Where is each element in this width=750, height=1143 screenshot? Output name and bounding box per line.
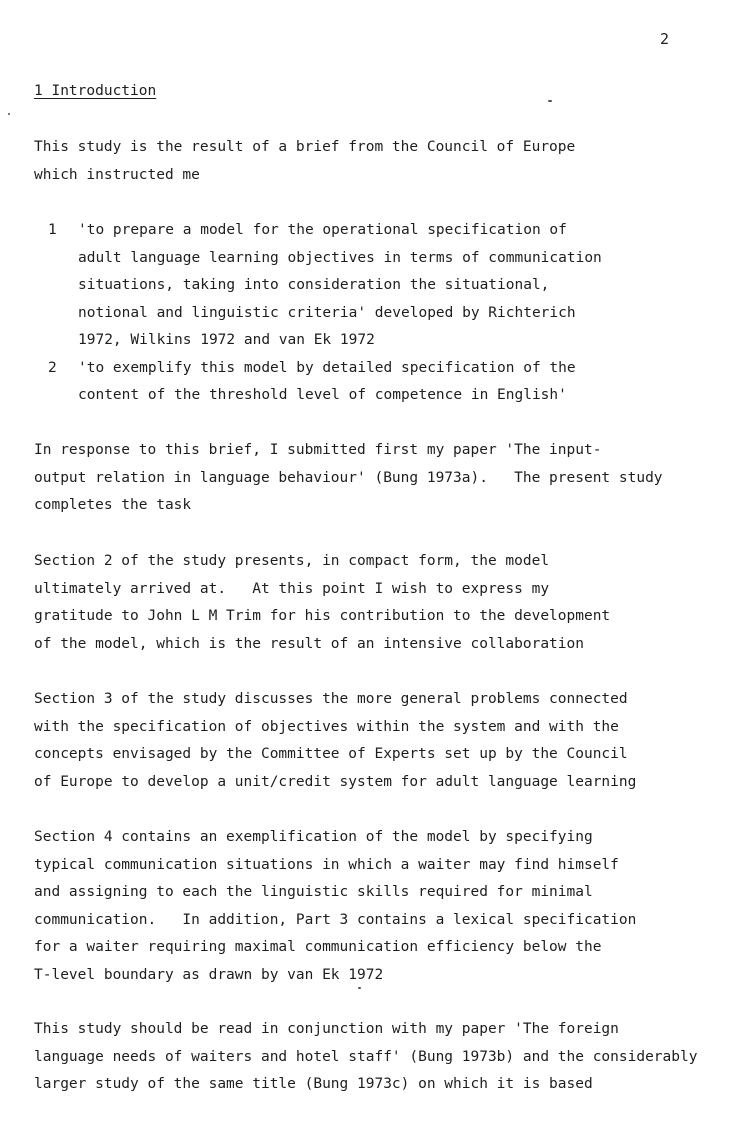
- text-line: 'to exemplify this model by detailed specification of the: [78, 359, 576, 376]
- list-number: 2: [48, 359, 57, 376]
- objectives-list: [48, 217, 728, 410]
- text-line: This study should be read in conjunction with my paper 'The foreign: [34, 1021, 619, 1037]
- scan-speck: [8, 113, 10, 115]
- text-line: communication. In addition, Part 3 contains a lexical specification: [34, 911, 637, 928]
- section-heading-introduction: 1 Introduction: [34, 83, 157, 99]
- text-line: of the model, which is the result of an intensive collaboration: [34, 635, 584, 652]
- text-line: of Europe to develop a unit/credit system for adult language learning: [34, 773, 637, 790]
- page-number: 2: [660, 30, 670, 48]
- scan-speck: [548, 100, 552, 102]
- text-line: completes the task: [34, 497, 192, 513]
- text-line: concepts envisaged by the Committee of Experts set up by the Council: [34, 746, 628, 762]
- paragraph-section-2: [34, 548, 734, 658]
- list-item-text: [78, 217, 728, 355]
- text-line: typical communication situations in which a waiter may find himself: [34, 856, 619, 873]
- text-line: and assigning to each the linguistic skills required for minimal: [34, 884, 593, 900]
- text-line: 1972, Wilkins 1972 and van Ek 1972: [78, 332, 375, 348]
- text-line: which instructed me: [34, 166, 200, 183]
- text-line: with the specification of objectives within the system and with the: [34, 718, 619, 735]
- text-line: In response to this brief, I submitted first my paper 'The input-: [34, 442, 602, 458]
- text-line: T-level boundary as drawn by van Ek 1972: [34, 966, 384, 983]
- text-line: notional and linguistic criteria' developed by Richterich: [78, 304, 576, 321]
- paragraph-response: [34, 437, 734, 520]
- text-line: for a waiter requiring maximal communication efficiency below the: [34, 939, 602, 955]
- text-line: Section 3 of the study discusses the more general problems connected: [34, 691, 628, 707]
- paragraph-section-3: [34, 686, 734, 796]
- text-line: This study is the result of a brief from the Council of Europe: [34, 139, 576, 155]
- text-line: 'to prepare a model for the operational specification of: [78, 222, 567, 238]
- text-line: language needs of waiters and hotel staff' (Bung 1973b) and the considerably: [34, 1048, 698, 1065]
- text-line: larger study of the same title (Bung 1973c) on which it is based: [34, 1076, 593, 1092]
- text-line: Section 4 contains an exemplification of the model by specifying: [34, 829, 593, 845]
- text-line: output relation in language behaviour' (Bung 1973a). The present study: [34, 469, 663, 486]
- paragraph-conjunction: [34, 1016, 734, 1099]
- list-item-2: [48, 355, 728, 410]
- text-line: gratitude to John L M Trim for his contribution to the development: [34, 608, 611, 624]
- text-line: ultimately arrived at. At this point I wish to express my: [34, 580, 550, 597]
- paragraph-intro: [34, 134, 734, 189]
- scan-speck: [358, 987, 361, 989]
- list-item-text: [78, 355, 728, 410]
- list-item-1: [48, 217, 728, 355]
- paragraph-section-4: [34, 824, 734, 989]
- list-number: 1: [48, 222, 57, 238]
- text-line: content of the threshold level of competence in English': [78, 387, 567, 403]
- text-line: situations, taking into consideration the situational,: [78, 277, 550, 293]
- text-line: adult language learning objectives in terms of communication: [78, 249, 602, 266]
- text-line: Section 2 of the study presents, in compact form, the model: [34, 553, 550, 569]
